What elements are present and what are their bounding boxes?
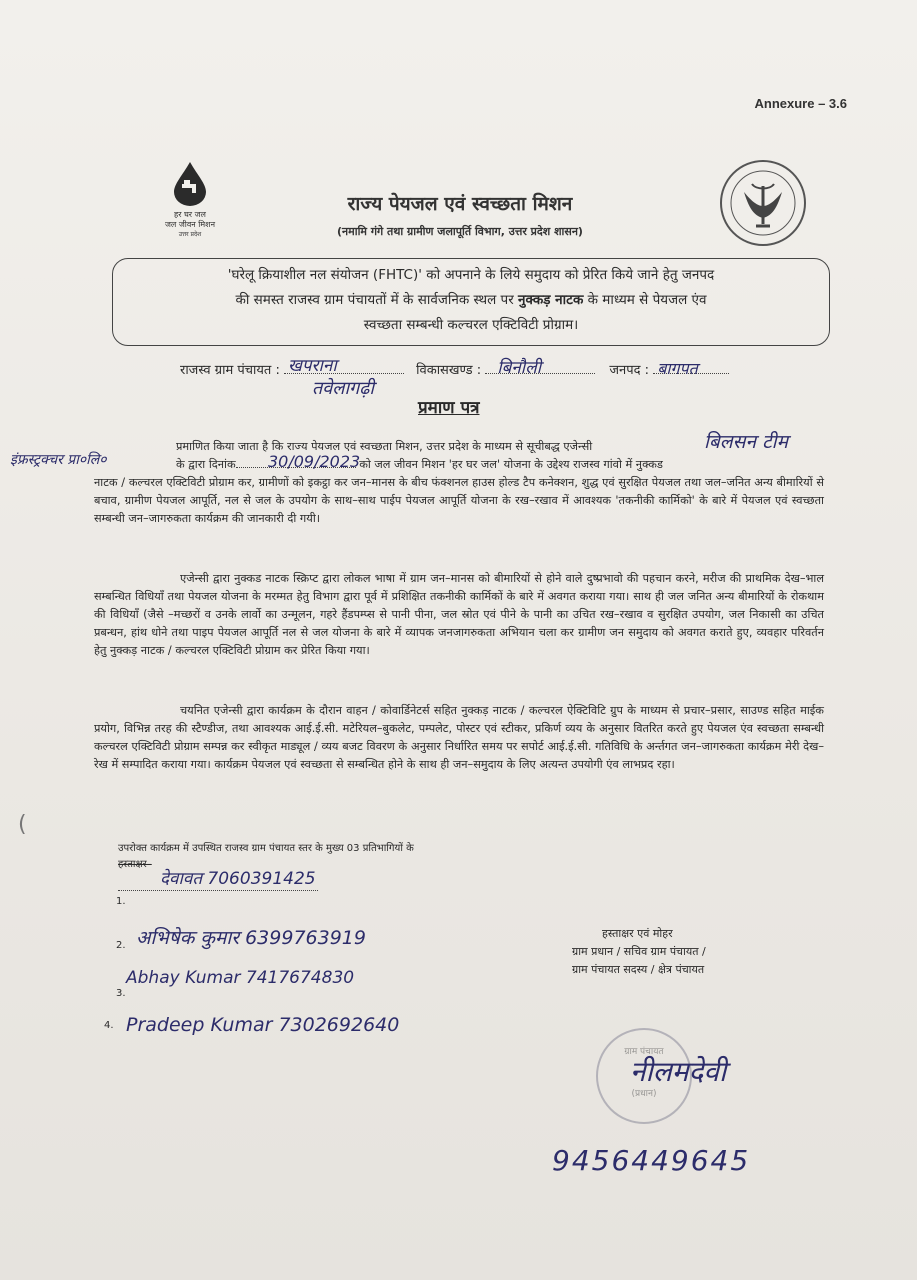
header-title: राज्य पेयजल एवं स्वच्छता मिशन xyxy=(347,193,573,215)
agency-prefix-handwritten: इंफ्रस्ट्रक्चर प्रा०लि० xyxy=(10,452,107,468)
district-value: बागपत xyxy=(657,359,698,378)
block-label: विकासखण्ड : xyxy=(416,363,482,378)
pradhan-signature-block xyxy=(572,925,706,979)
para1-date-label: के द्वारा दिनांक xyxy=(176,458,236,471)
para1-line-d: नाटक / कल्चरल एक्टिविटी प्रोग्राम कर, ग्रामीणों को इकट्ठा कर जन–मानस के बीच फंक्शनल हाउस होल्ड टैप कनेक्शन, शुद्ध एवं सुरक्षित पेयजल तथा जल–जनित अन्य बीमारियों से बचाव, ग्रामीण पेयजल आपूर्ति, नल से जल के उपयोग के साथ–साथ पाईप पेयजल आपूर्ति योजना के रख–रखाव में आवश्यक 'तकनीकी कार्मिको' के बारे में पेयजल एवं स्वच्छता सम्बन्धी जन–जागरुकता कार्यक्रम की जानकारी दी गयी। xyxy=(94,476,824,525)
block-value: बिनौली xyxy=(497,358,542,378)
logo-line1: हर घर जल xyxy=(174,210,206,219)
annexure-label: Annexure – 3.6 xyxy=(754,96,847,111)
banner-line3: स्वच्छता सम्बन्धी कल्चरल एक्टिविटी प्रोग्राम। xyxy=(363,317,579,333)
panchayat-field xyxy=(284,356,404,376)
header-subtitle: (नमामि गंगे तथा ग्रामीण जलापूर्ति विभाग, उत्तर प्रदेश शासन) xyxy=(337,225,583,238)
logo-line3: उत्तर प्रदेश xyxy=(178,231,202,238)
sign-and-seal-label: हस्ताक्षर एवं मोहर xyxy=(602,927,673,940)
signature-label: हस्ताक्षर– xyxy=(118,859,152,870)
panchayat-label: राजस्व ग्राम पंचायत : xyxy=(180,363,280,378)
participants-note: उपरोक्त कार्यक्रम में उपस्थित राजस्व ग्राम पंचायत स्तर के मुख्य 03 प्रतिभागियों के xyxy=(118,843,414,854)
participant-3-number: 3. xyxy=(116,988,126,999)
up-govt-emblem xyxy=(720,160,806,246)
district-field xyxy=(653,359,729,378)
participant-1-line xyxy=(118,890,318,891)
participant-2-number: 2. xyxy=(116,940,126,951)
pradhan-designation-line1: ग्राम प्रधान / सचिव ग्राम पंचायत / xyxy=(572,945,706,958)
paragraph-3: चयनित एजेन्सी द्वारा कार्यक्रम के दौरान वाहन / कोवार्डिनेटर्स सहित नुक्कड़ नाटक / कल्चरल ऐक्टिविटि ग्रुप के माध्यम से प्रचार–प्रसार, साउण्ड सहित माईक प्रयोग, विभिन्न तरह की स्टैण्डीज, तथा आवश्यक आई.ई.सी. मटेरियल–बुकलेट, पम्पलेट, पोस्टर एवं स्टीकर, प्रकिर्ण व्यय के अनुसार वितरित करते हुए पेयजल एंव स्वच्छता सम्बन्धी कल्चरल एक्टिविटी प्रोग्राम सम्पन्न कर स्वीकृत माड्यूल / व्यय बजट विवरण के अनुसार निर्धारित समय पर सपोर्ट आई.ई.सी. गतिविधि के अर्न्तगत जन–जागरुकता कार्यक्रम मेरी देख–रेख में सम्पादित कराया गया। कार्यक्रम पेयजल एवं स्वच्छता से सम्बन्धित होने के साथ ही जन–समुदाय के लिए अत्यन्त उपयोगी एंव लाभप्रद रहा। xyxy=(94,704,824,771)
participant-1-number: 1. xyxy=(116,896,126,907)
date-handwritten: 30/09/2023 xyxy=(268,452,361,471)
header xyxy=(250,190,670,239)
para1-line-c: को जल जीवन मिशन 'हर घर जल' योजना के उद्देश्य राजस्व गांवो में नुक्कड xyxy=(359,458,663,471)
logo-line2: जल जीवन मिशन xyxy=(164,220,216,229)
block-field xyxy=(485,358,595,378)
participant-3-signature: Abhay Kumar 7417674830 xyxy=(126,968,355,988)
punch-hole-mark: ( xyxy=(18,812,27,837)
banner-line2 xyxy=(113,288,829,313)
pradhan-signature: नीलमदेवी xyxy=(630,1055,727,1088)
participant-1-signature: देवावत 7060391425 xyxy=(160,869,316,889)
participant-2-signature: अभिषेक कुमार 6399763919 xyxy=(136,927,366,949)
emblem-icon xyxy=(722,162,804,244)
district-label: जनपद : xyxy=(609,363,650,378)
para1-line-b xyxy=(94,456,824,474)
paragraph-1 xyxy=(94,438,824,528)
panchayat-value-2: तवेलागढ़ी xyxy=(312,378,375,399)
participant-4-signature: Pradeep Kumar 7302692640 xyxy=(126,1014,400,1036)
banner-line1: 'घरेलू क्रियाशील नल संयोजन (FHTC)' को अपनाने के लिये समुदाय को प्रेरित किये जाने हेतु जनपद xyxy=(227,267,715,283)
para1-line-a: प्रमाणित किया जाता है कि राज्य पेयजल एवं स्वच्छता मिशन, उत्तर प्रदेश के माध्यम से सूचीबद्ध एजेन्सी xyxy=(176,440,593,453)
pradhan-phone: 9456449645 xyxy=(552,1144,751,1177)
seal-bottom-text: (प्रधान) xyxy=(631,1089,657,1099)
location-fields xyxy=(180,356,729,378)
certificate-heading: प्रमाण पत्र xyxy=(418,398,480,418)
har-ghar-jal-logo xyxy=(140,160,240,240)
pradhan-designation-line2: ग्राम पंचायत सदस्य / क्षेत्र पंचायत xyxy=(572,963,705,976)
paragraph-2: एजेन्सी द्वारा नुक्कड नाटक स्क्रिप्ट द्वारा लोकल भाषा में ग्राम जन–मानस को बीमारियों से होने वाले दुष्प्रभावो की पहचान करने, मरीज की प्राथमिक देख–भाल सम्बन्धित विधियाँ तथा पेयजल योजना के मरम्मत हेतु विभाग द्वारा पूर्व में प्रशिक्षित तकनीकी कार्मिकों के बारे में अवगत कराया गया। साथ ही जल जनित अन्य बीमारियों के रोकथाम की विधियाँ (जैसे –मच्छरों व उनके लार्वो का उन्मूलन, गहरे हैंडपम्प्स से पानी पीना, जल स्रोत एवं पीने के पानी का उचित रख–रखाव व सुरक्षित उपयोग, जल निकासी का उचित प्रबन्धन, हांथ धोने तथा पाइप पेयजल आपूर्ति नल से जल योजना के बारे में व्यापक जनजागरुकता अभियान चला कर ग्रामीण जन समुदाय को अवगत कराते हुए, व्यवहार परिवर्तन हेतु नुक्कड़ नाटक / कल्चरल एक्टिविटी प्रोग्राम कर प्रेरित किया गया। xyxy=(94,572,824,657)
panchayat-value: खपराना xyxy=(287,356,337,376)
participant-4-number: 4. xyxy=(104,1020,114,1031)
banner-line2-end: के माध्यम से पेयजल एंव xyxy=(583,292,707,308)
agency-name-handwritten: बिलसन टीम xyxy=(704,431,788,453)
banner-line2-start: की समस्त राजस्व ग्राम पंचायतों में के सार्वजनिक स्थल पर xyxy=(235,292,519,308)
program-banner xyxy=(112,258,830,346)
water-drop-icon xyxy=(170,160,210,206)
seal-top-text: ग्राम पंचायत xyxy=(624,1047,664,1057)
banner-bold-nukkad: नुक्कड़ नाटक xyxy=(518,292,584,308)
